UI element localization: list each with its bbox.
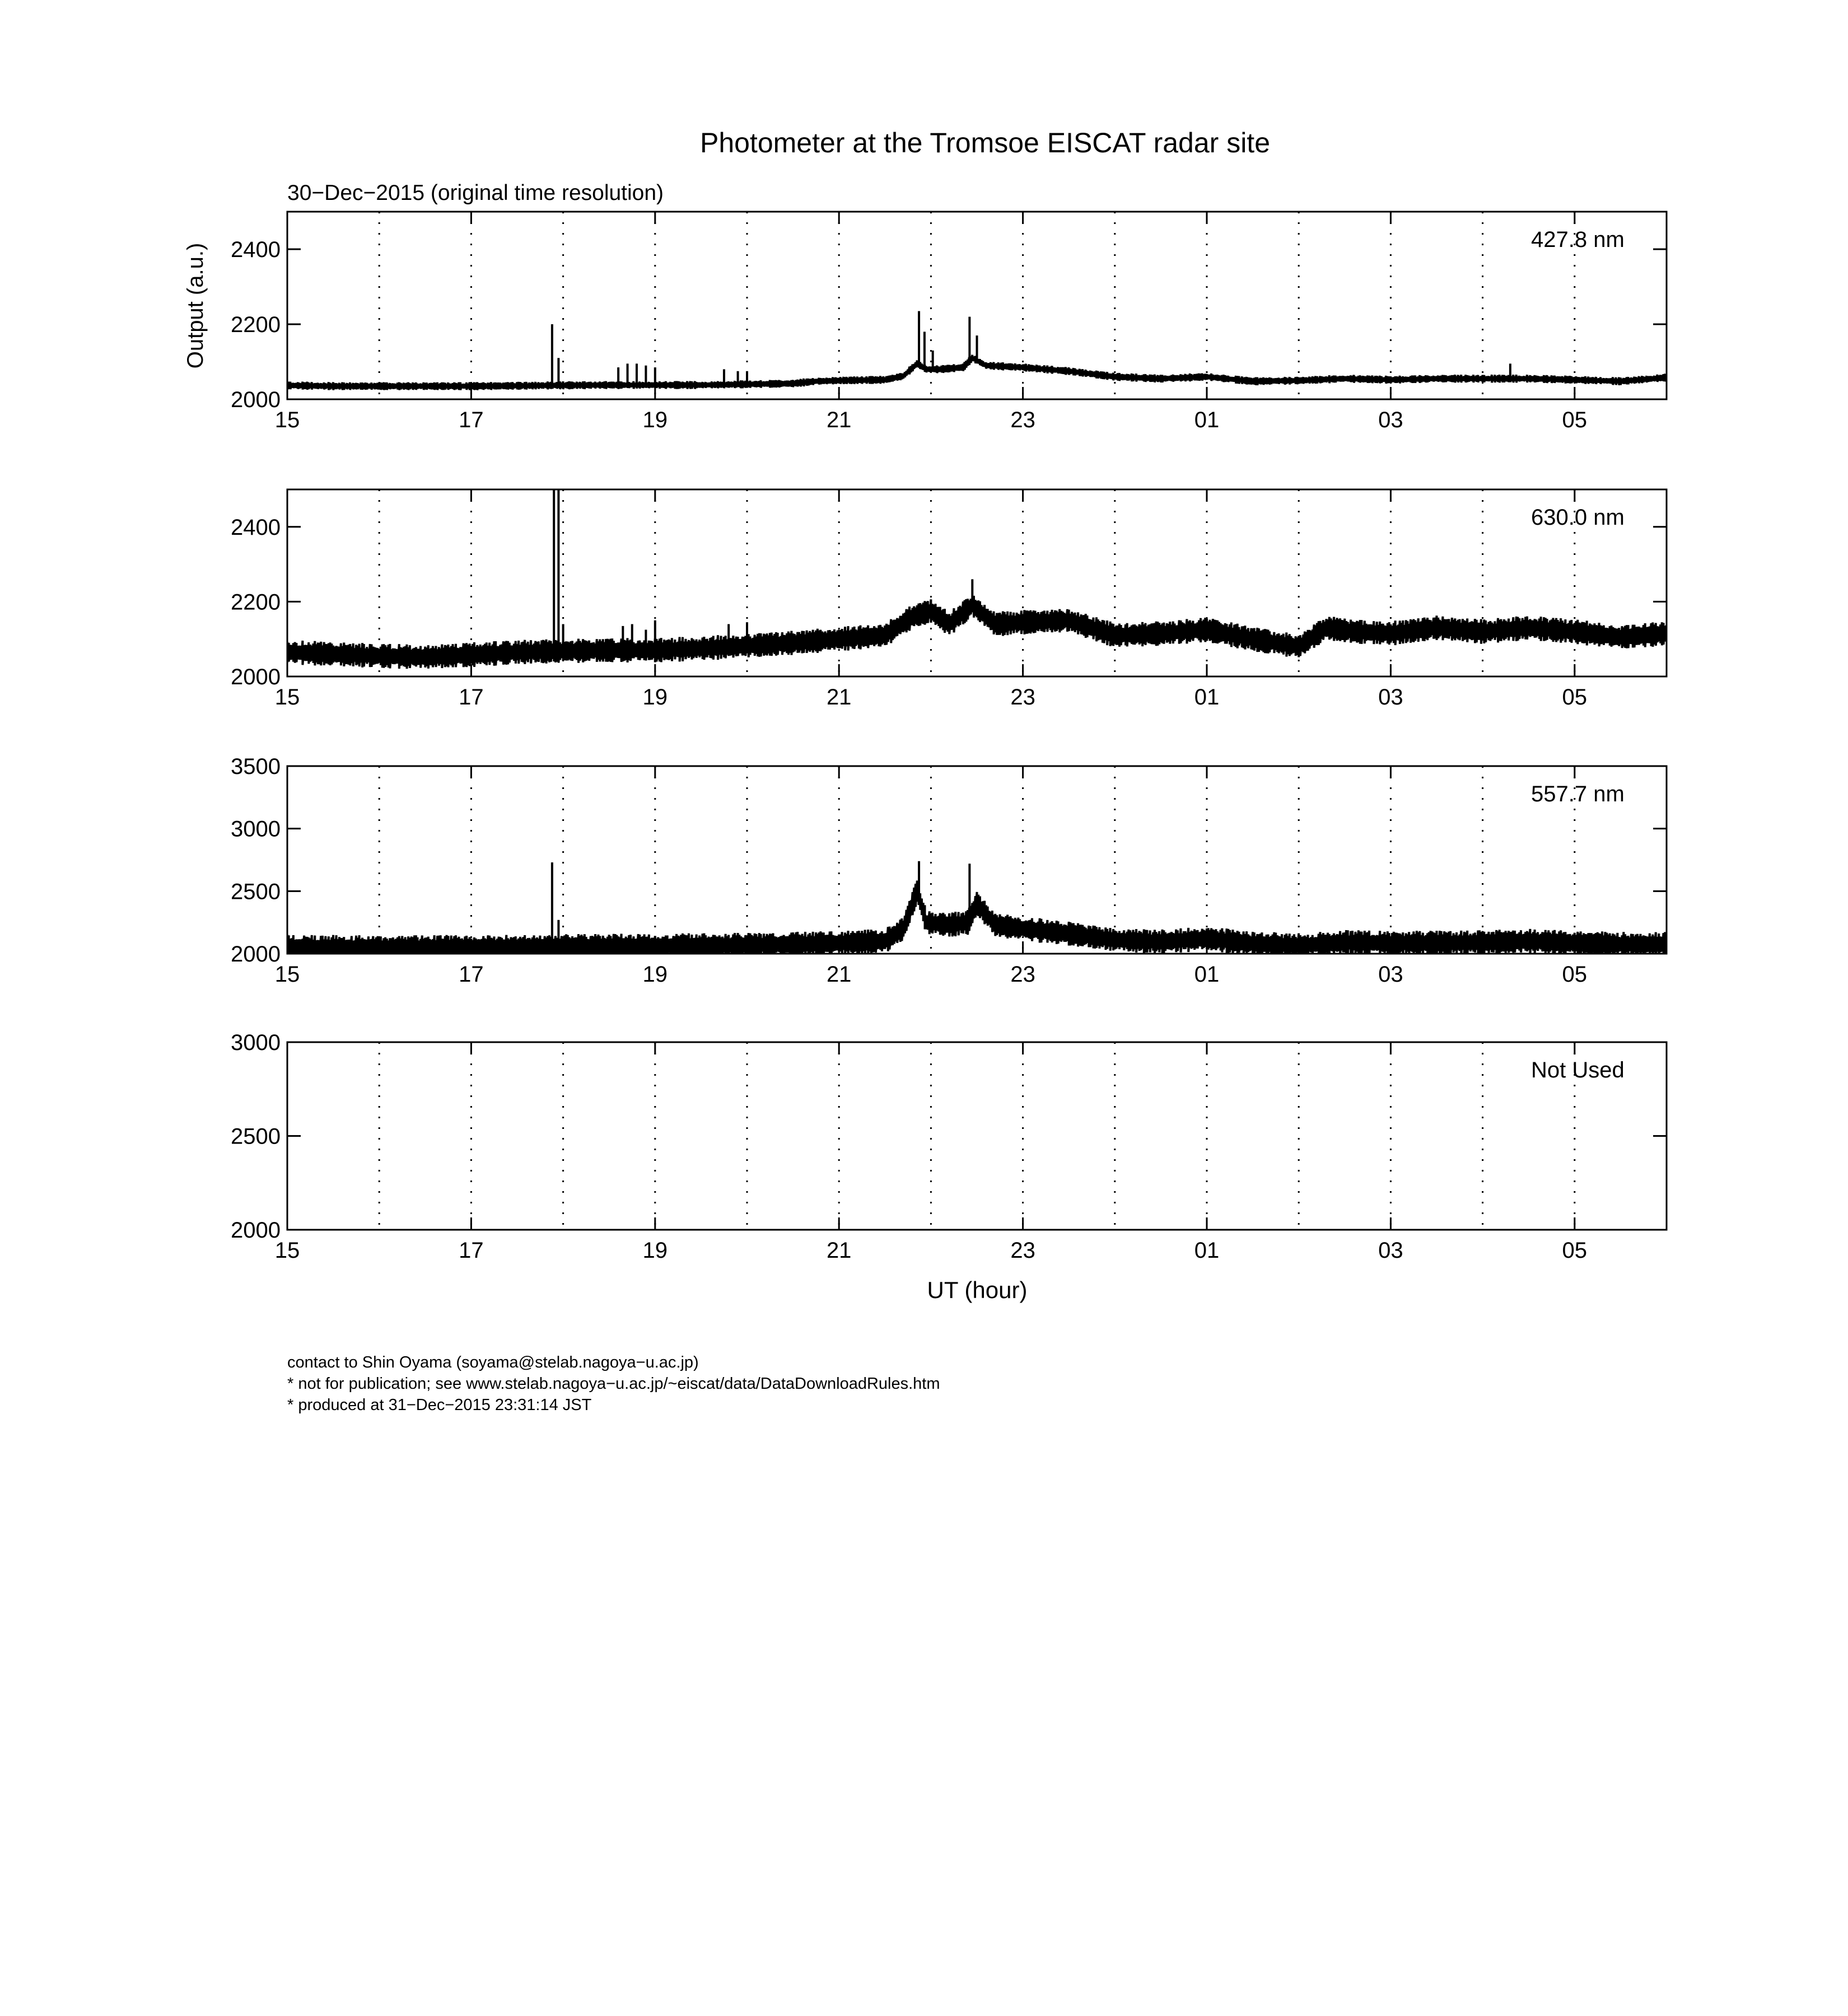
x-tick-label: 17 — [459, 1238, 484, 1263]
channel-label: 630.0 nm — [1531, 505, 1625, 530]
x-tick-label: 05 — [1562, 962, 1588, 987]
x-tick-label: 01 — [1194, 408, 1220, 432]
figure-subtitle: 30−Dec−2015 (original time resolution) — [287, 181, 664, 205]
plot-frame — [287, 1042, 1667, 1230]
y-tick-label: 2400 — [231, 515, 281, 540]
x-tick-label: 05 — [1562, 1238, 1588, 1263]
x-tick-label: 03 — [1378, 408, 1403, 432]
panel-4 — [231, 1030, 1667, 1263]
y-tick-label: 2000 — [231, 388, 281, 412]
x-tick-label: 15 — [274, 685, 300, 710]
y-tick-label: 2200 — [231, 312, 281, 337]
x-tick-label: 21 — [826, 685, 852, 710]
x-tick-label: 21 — [826, 962, 852, 987]
panels — [231, 212, 1667, 1263]
x-tick-label: 19 — [642, 962, 668, 987]
x-tick-label: 03 — [1378, 685, 1403, 710]
x-tick-label: 17 — [459, 685, 484, 710]
x-tick-label: 17 — [459, 962, 484, 987]
y-tick-label: 2200 — [231, 590, 281, 615]
x-tick-label: 23 — [1010, 1238, 1035, 1263]
y-tick-label: 2500 — [231, 1124, 281, 1149]
x-tick-label: 15 — [274, 408, 300, 432]
x-tick-label: 01 — [1194, 1238, 1220, 1263]
y-tick-label: 2000 — [231, 665, 281, 689]
channel-label: 427.8 nm — [1531, 227, 1625, 252]
y-tick-label: 3500 — [231, 754, 281, 779]
y-tick-label: 2000 — [231, 942, 281, 967]
channel-label: 557.7 nm — [1531, 782, 1625, 806]
plot-frame — [287, 766, 1667, 954]
x-tick-label: 23 — [1010, 408, 1035, 432]
y-tick-label: 2000 — [231, 1218, 281, 1243]
channel-label: Not Used — [1531, 1058, 1625, 1082]
x-tick-label: 19 — [642, 1238, 668, 1263]
x-tick-label: 19 — [642, 685, 668, 710]
x-tick-label: 19 — [642, 408, 668, 432]
x-tick-label: 01 — [1194, 685, 1220, 710]
y-tick-label: 2500 — [231, 879, 281, 904]
x-tick-label: 15 — [274, 1238, 300, 1263]
figure-title: Photometer at the Tromsoe EISCAT radar site — [699, 127, 1271, 158]
panel-3 — [231, 754, 1667, 987]
x-tick-label: 21 — [826, 408, 852, 432]
x-tick-label: 23 — [1010, 962, 1035, 987]
y-tick-label: 3000 — [231, 816, 281, 842]
x-tick-label: 03 — [1378, 962, 1403, 987]
x-tick-label: 15 — [274, 962, 300, 987]
x-tick-label: 05 — [1562, 685, 1588, 710]
plot-frame — [287, 212, 1667, 399]
x-tick-label: 21 — [826, 1238, 852, 1263]
footer-contact: contact to Shin Oyama (soyama@stelab.nagoya−u.ac.jp) — [287, 1354, 699, 1371]
y-axis-label: Output (a.u.) — [183, 242, 208, 369]
panel-1 — [231, 212, 1667, 432]
x-tick-label: 01 — [1194, 962, 1220, 987]
footer-usage-note: * not for publication; see www.stelab.nagoya−u.ac.jp/~eiscat/data/DataDownloadRules.htm — [287, 1375, 940, 1393]
x-tick-label: 03 — [1378, 1238, 1403, 1263]
x-axis-label: UT (hour) — [927, 1277, 1028, 1303]
y-tick-label: 2400 — [231, 237, 281, 262]
x-tick-label: 17 — [459, 408, 484, 432]
x-tick-label: 05 — [1562, 408, 1588, 432]
y-tick-label: 3000 — [231, 1030, 281, 1055]
footer-produced-time: * produced at 31−Dec−2015 23:31:14 JST — [287, 1396, 592, 1414]
x-tick-label: 23 — [1010, 685, 1035, 710]
panel-2 — [231, 489, 1667, 710]
series-line — [287, 358, 1667, 386]
